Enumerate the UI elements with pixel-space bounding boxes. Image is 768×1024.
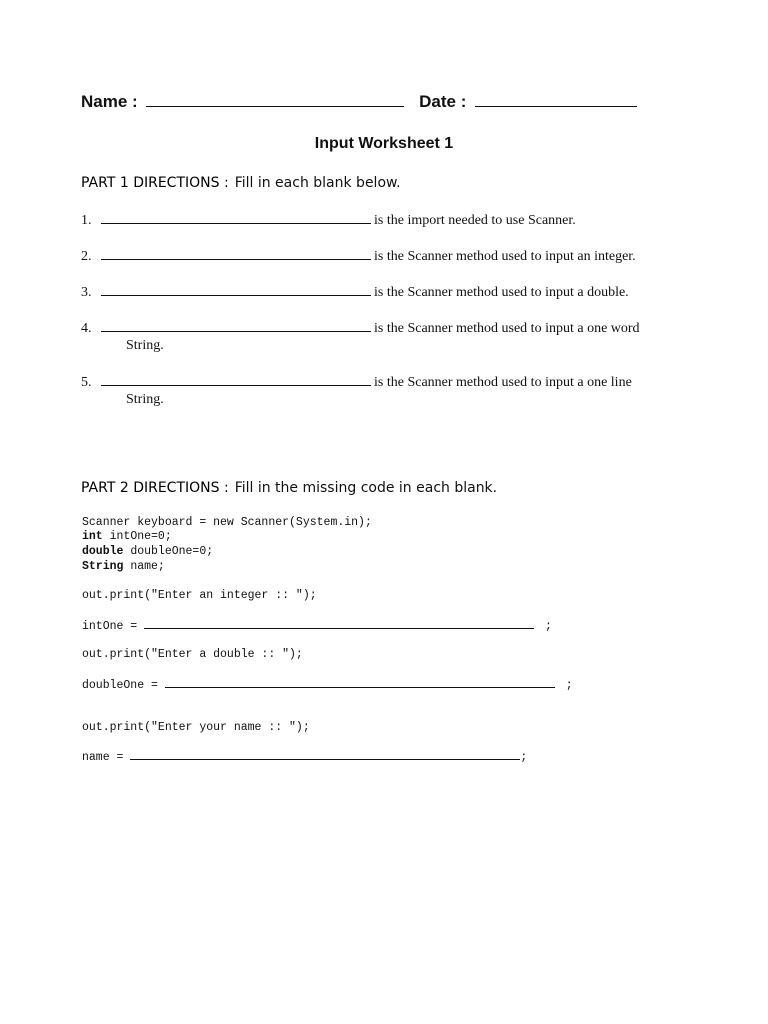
code-line-string-decl	[82, 560, 165, 573]
part2-text: Fill in the missing code in each blank.	[234, 480, 498, 496]
date-label: Date :	[419, 92, 467, 111]
question-text: is the Scanner method used to input a one line	[374, 375, 632, 390]
date-blank[interactable]	[475, 105, 637, 107]
code-line-print-name: out.print("Enter your name :: ");	[82, 721, 310, 734]
semicolon: ;	[520, 751, 528, 764]
code-line-print-int: out.print("Enter an integer :: ");	[82, 589, 317, 602]
code-line-int-decl	[82, 530, 172, 543]
part2-directions	[81, 480, 497, 496]
question-number: 5.	[81, 375, 92, 390]
question-number: 3.	[81, 285, 92, 300]
part2-label: PART 2 DIRECTIONS :	[81, 480, 229, 496]
page-title: Input Worksheet 1	[314, 135, 454, 152]
keyword-int: int	[82, 530, 103, 543]
semicolon: ;	[545, 620, 552, 633]
code-text: intOne =	[82, 620, 138, 633]
question-text: is the Scanner method used to input a double.	[374, 285, 629, 300]
question-5-continuation: String.	[126, 392, 164, 407]
code-line-assign-name	[82, 750, 527, 764]
code-text: name;	[123, 560, 165, 573]
question-number: 4.	[81, 321, 92, 336]
code-line-assign-int	[82, 619, 552, 633]
question-2	[81, 248, 636, 265]
code-blank-int[interactable]	[144, 619, 534, 629]
answer-blank[interactable]	[101, 374, 371, 386]
question-5	[81, 374, 632, 391]
question-text: is the Scanner method used to input a one word	[374, 321, 640, 336]
code-line-assign-double	[82, 678, 573, 692]
answer-blank[interactable]	[101, 248, 371, 260]
part1-directions	[81, 175, 401, 191]
code-blank-name[interactable]	[130, 750, 520, 760]
keyword-double: double	[82, 545, 124, 558]
name-blank[interactable]	[146, 105, 404, 107]
name-label: Name :	[81, 92, 138, 111]
question-1	[81, 212, 576, 229]
part1-label: PART 1 DIRECTIONS :	[81, 175, 229, 191]
question-3	[81, 284, 629, 301]
question-4	[81, 320, 640, 337]
question-4-continuation: String.	[126, 338, 164, 353]
question-text: is the import needed to use Scanner.	[374, 213, 576, 228]
question-number: 1.	[81, 213, 92, 228]
keyword-string: String	[82, 560, 124, 573]
worksheet-header	[81, 92, 641, 112]
code-text: doubleOne=0;	[123, 545, 214, 558]
answer-blank[interactable]	[101, 284, 371, 296]
code-line-scanner: Scanner keyboard = new Scanner(System.in);	[82, 516, 372, 529]
code-text: doubleOne =	[82, 679, 158, 692]
semicolon: ;	[565, 679, 573, 692]
question-number: 2.	[81, 249, 92, 264]
question-text: is the Scanner method used to input an integer.	[374, 249, 636, 264]
code-blank-double[interactable]	[165, 678, 555, 688]
answer-blank[interactable]	[101, 212, 371, 224]
code-line-double-decl	[82, 545, 213, 558]
code-text: intOne=0;	[102, 530, 172, 543]
part1-text: Fill in each blank below.	[234, 175, 401, 191]
answer-blank[interactable]	[101, 320, 371, 332]
code-text: name =	[82, 751, 124, 764]
code-line-print-double: out.print("Enter a double :: ");	[82, 648, 303, 661]
